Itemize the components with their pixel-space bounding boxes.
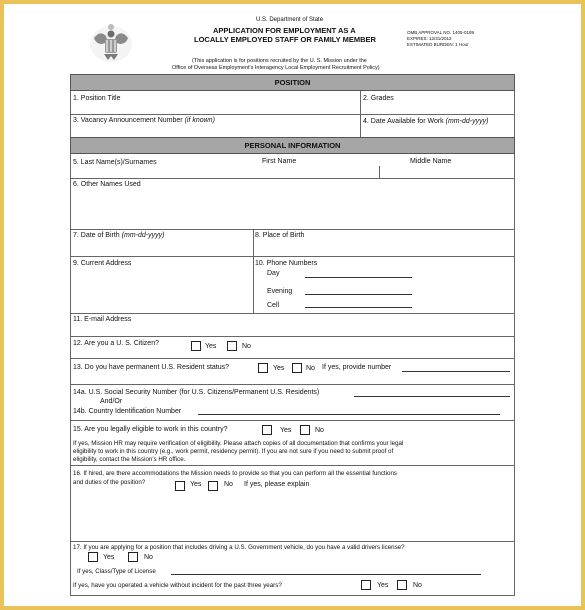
department-name: U.S. Department of State (256, 17, 324, 23)
last-names-field[interactable] (71, 167, 256, 177)
q12-yes-checkbox[interactable] (191, 341, 201, 351)
q14a-ssn-field[interactable] (354, 396, 510, 397)
q13-label: 13. Do you have permanent U.S. Resident status? (73, 364, 230, 371)
pob-field[interactable] (255, 241, 513, 254)
form-title-line2: LOCALLY EMPLOYED STAFF OR FAMILY MEMBER (194, 35, 376, 44)
q17-class-label: If yes, Class/Type of License (77, 568, 156, 575)
q16-yes-checkbox[interactable] (175, 481, 185, 491)
q16-no-label: No (224, 481, 233, 488)
q15-note-line2: eligibility to work in this country (e.g., work permit, residency permit). If you are not sure if you need to submit proof of (73, 448, 394, 455)
other-names-label: 6. Other Names Used (73, 181, 141, 188)
q13-yes-checkbox[interactable] (258, 363, 268, 373)
first-name-label: First Name (262, 158, 297, 165)
q12-no-label: No (242, 343, 251, 350)
q15-yes-label: Yes (280, 427, 292, 434)
section-position-header: POSITION (70, 74, 515, 91)
q16-followup-label: If yes, please explain (244, 481, 310, 488)
form-page (4, 4, 581, 606)
phones-label: 10. Phone Numbers (255, 260, 318, 267)
q17b-label: If yes, have you operated a vehicle without incident for the past three years? (73, 582, 282, 589)
q17-no-checkbox[interactable] (128, 552, 138, 562)
q17-label: 17. If you are applying for a position that includes driving a U.S. Government vehicle, do you have a valid drivers license? (73, 544, 405, 551)
q17-yes-label: Yes (103, 554, 115, 561)
vacancy-label: 3. Vacancy Announcement Number (if known) (73, 117, 215, 124)
position-title-field[interactable] (71, 103, 359, 113)
header-note-line2: Office of Overseas Employment's Interagency Local Employment Recruitment Policy) (172, 65, 380, 71)
q15-note-line3: eligibility, contact the Mission's HR office. (73, 456, 186, 463)
q14b-label: 14b. Country Identification Number (73, 408, 182, 415)
omb-approval: OMB APPROVAL NO. 1405-0189 (407, 30, 475, 35)
header-note-line1: (This application is for positions recruited by the U. S. Mission under the (192, 58, 367, 64)
q15-no-label: No (315, 427, 324, 434)
date-available-field[interactable] (361, 126, 514, 136)
middle-name-label: Middle Name (410, 158, 452, 165)
q13-yes-label: Yes (273, 365, 285, 372)
email-label: 11. E-mail Address (73, 316, 132, 323)
address-label: 9. Current Address (73, 260, 132, 267)
form-title-line1: APPLICATION FOR EMPLOYMENT AS A (213, 26, 356, 35)
q13-no-label: No (306, 365, 315, 372)
dob-field[interactable] (71, 241, 252, 254)
q15-no-checkbox[interactable] (300, 425, 310, 435)
phone-evening-field[interactable] (305, 294, 412, 295)
q15-note-line1: If yes, Mission HR may require verification of eligibility. Please attach copies of all documentation that confirms your legal (73, 440, 404, 447)
q12-yes-label: Yes (205, 343, 217, 350)
q14a-label: 14a. U.S. Social Security Number (for U.S. Citizens/Permanent U.S. Residents) (73, 389, 320, 396)
q14b-country-id-field[interactable] (198, 414, 500, 415)
q17b-yes-label: Yes (377, 582, 389, 589)
q15-label: 15. Are you legally eligible to work in this country? (73, 426, 228, 433)
phone-cell-field[interactable] (305, 307, 412, 308)
last-names-label: 5. Last Name(s)/Surnames (73, 159, 157, 166)
andor-label: And/Or (100, 398, 123, 405)
grades-label: 2. Grades (363, 95, 394, 102)
other-names-field[interactable] (71, 190, 513, 228)
q15-yes-checkbox[interactable] (262, 425, 272, 435)
phone-evening-label: Evening (267, 288, 293, 295)
first-name-field[interactable] (258, 167, 378, 177)
q17-license-class-field[interactable] (171, 574, 481, 575)
state-department-seal-icon (88, 22, 134, 64)
omb-expires: EXPIRES: 12/31/2012 (407, 36, 452, 41)
q12-no-checkbox[interactable] (227, 341, 237, 351)
q16-label-line1: 16. If hired, are there accommodations the Mission needs to provide so that you can perform all the essential functions (73, 470, 397, 477)
q17b-no-label: No (413, 582, 422, 589)
q13-no-checkbox[interactable] (292, 363, 302, 373)
grades-field[interactable] (361, 103, 514, 113)
q16-no-checkbox[interactable] (208, 481, 218, 491)
pob-label: 8. Place of Birth (255, 232, 305, 239)
q16-label-line2: and duties of the position? (73, 479, 146, 486)
address-field[interactable] (71, 269, 252, 311)
q12-label: 12. Are you a U. S. Citizen? (73, 340, 159, 347)
dob-label: 7. Date of Birth (mm-dd-yyyy) (73, 232, 165, 239)
phone-cell-label: Cell (267, 302, 280, 309)
omb-burden: ESTIMATED BURDEN: 1 Hour (407, 42, 469, 47)
section-personal-header: PERSONAL INFORMATION (70, 137, 515, 154)
email-field[interactable] (71, 325, 513, 335)
vacancy-number-field[interactable] (71, 125, 359, 136)
phone-day-field[interactable] (305, 277, 412, 278)
q17b-yes-checkbox[interactable] (361, 580, 371, 590)
q17b-no-checkbox[interactable] (397, 580, 407, 590)
phone-day-label: Day (267, 270, 280, 277)
q17-no-label: No (144, 554, 153, 561)
q17-yes-checkbox[interactable] (88, 552, 98, 562)
q16-yes-label: Yes (190, 481, 202, 488)
middle-name-field[interactable] (381, 167, 513, 177)
q16-explanation-field[interactable] (71, 494, 513, 540)
date-available-label: 4. Date Available for Work (mm-dd-yyyy) (363, 118, 489, 125)
q13-resident-number-field[interactable] (402, 371, 510, 372)
q13-followup-label: If yes, provide number (322, 364, 392, 371)
position-title-label: 1. Position Title (73, 95, 121, 102)
